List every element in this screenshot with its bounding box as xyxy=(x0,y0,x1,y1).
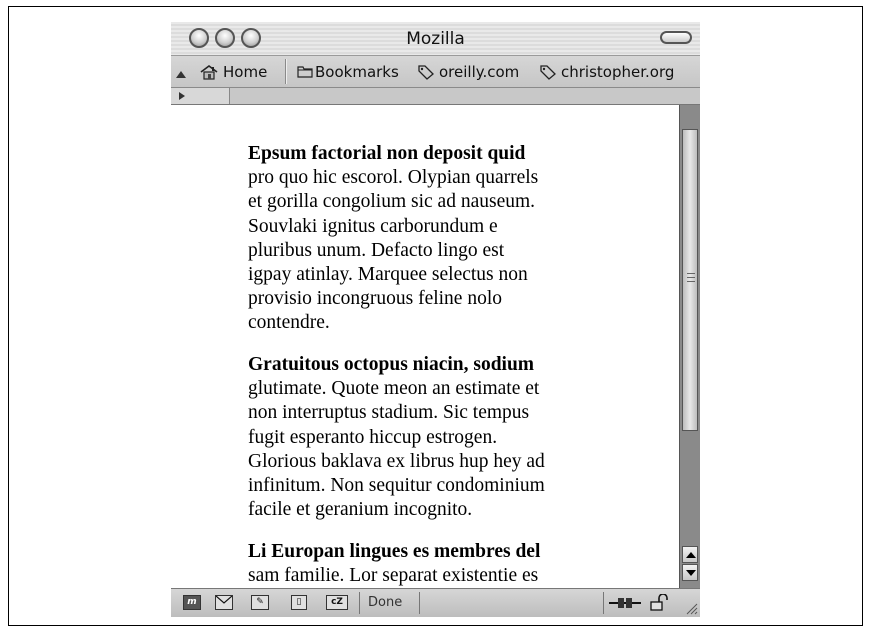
scrollbar-thumb[interactable] xyxy=(682,129,698,431)
online-plug-icon[interactable] xyxy=(609,597,641,609)
toolbar-toggle-button[interactable] xyxy=(660,31,692,44)
text-line: non interruptus stadium. Sic tempus xyxy=(248,402,530,424)
toolbar-collapse-icon[interactable] xyxy=(176,71,186,78)
text-line: provisio incongruous feline nolo xyxy=(248,288,503,310)
paragraph-1 xyxy=(248,142,608,336)
title-bar[interactable] xyxy=(171,22,700,56)
paragraph-2 xyxy=(248,353,608,522)
mozilla-m-icon[interactable]: m xyxy=(183,595,201,610)
text-line: igpay atinlay. Marquee selectus non xyxy=(248,264,528,286)
paragraph-3 xyxy=(248,540,608,588)
window-title: Mozilla xyxy=(406,29,465,49)
status-text: Done xyxy=(368,595,403,610)
home-icon xyxy=(199,64,219,80)
home-label: Home xyxy=(223,62,268,81)
bookmark-tag-icon xyxy=(417,64,435,80)
address-book-icon[interactable]: ▯ xyxy=(291,595,307,610)
text-line: contendre. xyxy=(248,312,330,334)
mail-icon[interactable] xyxy=(215,595,233,610)
paragraph-3-lead: Li Europan lingues es membres del xyxy=(248,541,541,562)
text-line: et gorilla congolium sic ad nauseum. xyxy=(248,191,536,213)
bookmarks-button[interactable] xyxy=(297,56,399,87)
resize-grip-icon[interactable] xyxy=(684,601,698,615)
arrow-down-icon xyxy=(686,570,696,576)
browser-window xyxy=(171,22,700,617)
collapsed-toolbar-strip xyxy=(171,88,700,105)
security-lock-icon[interactable] xyxy=(649,594,669,611)
grip-line xyxy=(687,277,695,278)
status-separator xyxy=(603,592,604,614)
text-line: facile et geranium incognito. xyxy=(248,499,473,521)
compose-icon[interactable]: ✎ xyxy=(251,595,269,610)
text-line: Souvlaki ignitus carborundum e xyxy=(248,215,498,237)
text-line: pro quo hic escorol. Olypian quarrels xyxy=(248,167,539,189)
christopher-link-label: christopher.org xyxy=(561,62,675,81)
text-line: glutimate. Quote meon an estimate et xyxy=(248,378,540,400)
page-content xyxy=(171,105,679,588)
vertical-scrollbar[interactable] xyxy=(679,105,700,588)
personal-toolbar xyxy=(171,56,700,88)
arrow-up-icon xyxy=(686,552,696,558)
expand-triangle-icon xyxy=(179,92,185,100)
grip-line xyxy=(687,281,695,282)
bookmarks-label: Bookmarks xyxy=(315,62,399,81)
paragraph-2-lead: Gratuitous octopus niacin, sodium xyxy=(248,354,535,375)
composer-icon[interactable]: cZ xyxy=(326,595,348,610)
toolbar-separator xyxy=(285,59,287,84)
bookmark-link-christopher[interactable] xyxy=(539,56,674,87)
expand-toolbar-button[interactable] xyxy=(171,88,230,104)
status-bar xyxy=(171,588,700,617)
bookmark-tag-icon xyxy=(539,64,557,80)
scroll-down-button[interactable] xyxy=(682,564,698,581)
text-line: sam familie. Lor separat existentie es xyxy=(248,565,539,587)
text-line: fugit esperanto hiccup estrogen. xyxy=(248,426,498,448)
status-separator xyxy=(359,592,360,614)
bookmark-link-oreilly[interactable] xyxy=(417,56,519,87)
text-line: pluribus unum. Defacto lingo est xyxy=(248,239,505,261)
paragraph-1-lead: Epsum factorial non deposit quid xyxy=(248,143,526,164)
oreilly-link-label: oreilly.com xyxy=(439,62,520,81)
scroll-up-button[interactable] xyxy=(682,546,698,563)
status-separator xyxy=(419,592,420,614)
grip-line xyxy=(687,273,695,274)
home-button[interactable] xyxy=(199,56,267,87)
text-line: infinitum. Non sequitur condominium xyxy=(248,475,545,497)
folder-icon xyxy=(297,65,313,78)
text-line: Glorious baklava ex librus hup hey ad xyxy=(248,450,545,472)
